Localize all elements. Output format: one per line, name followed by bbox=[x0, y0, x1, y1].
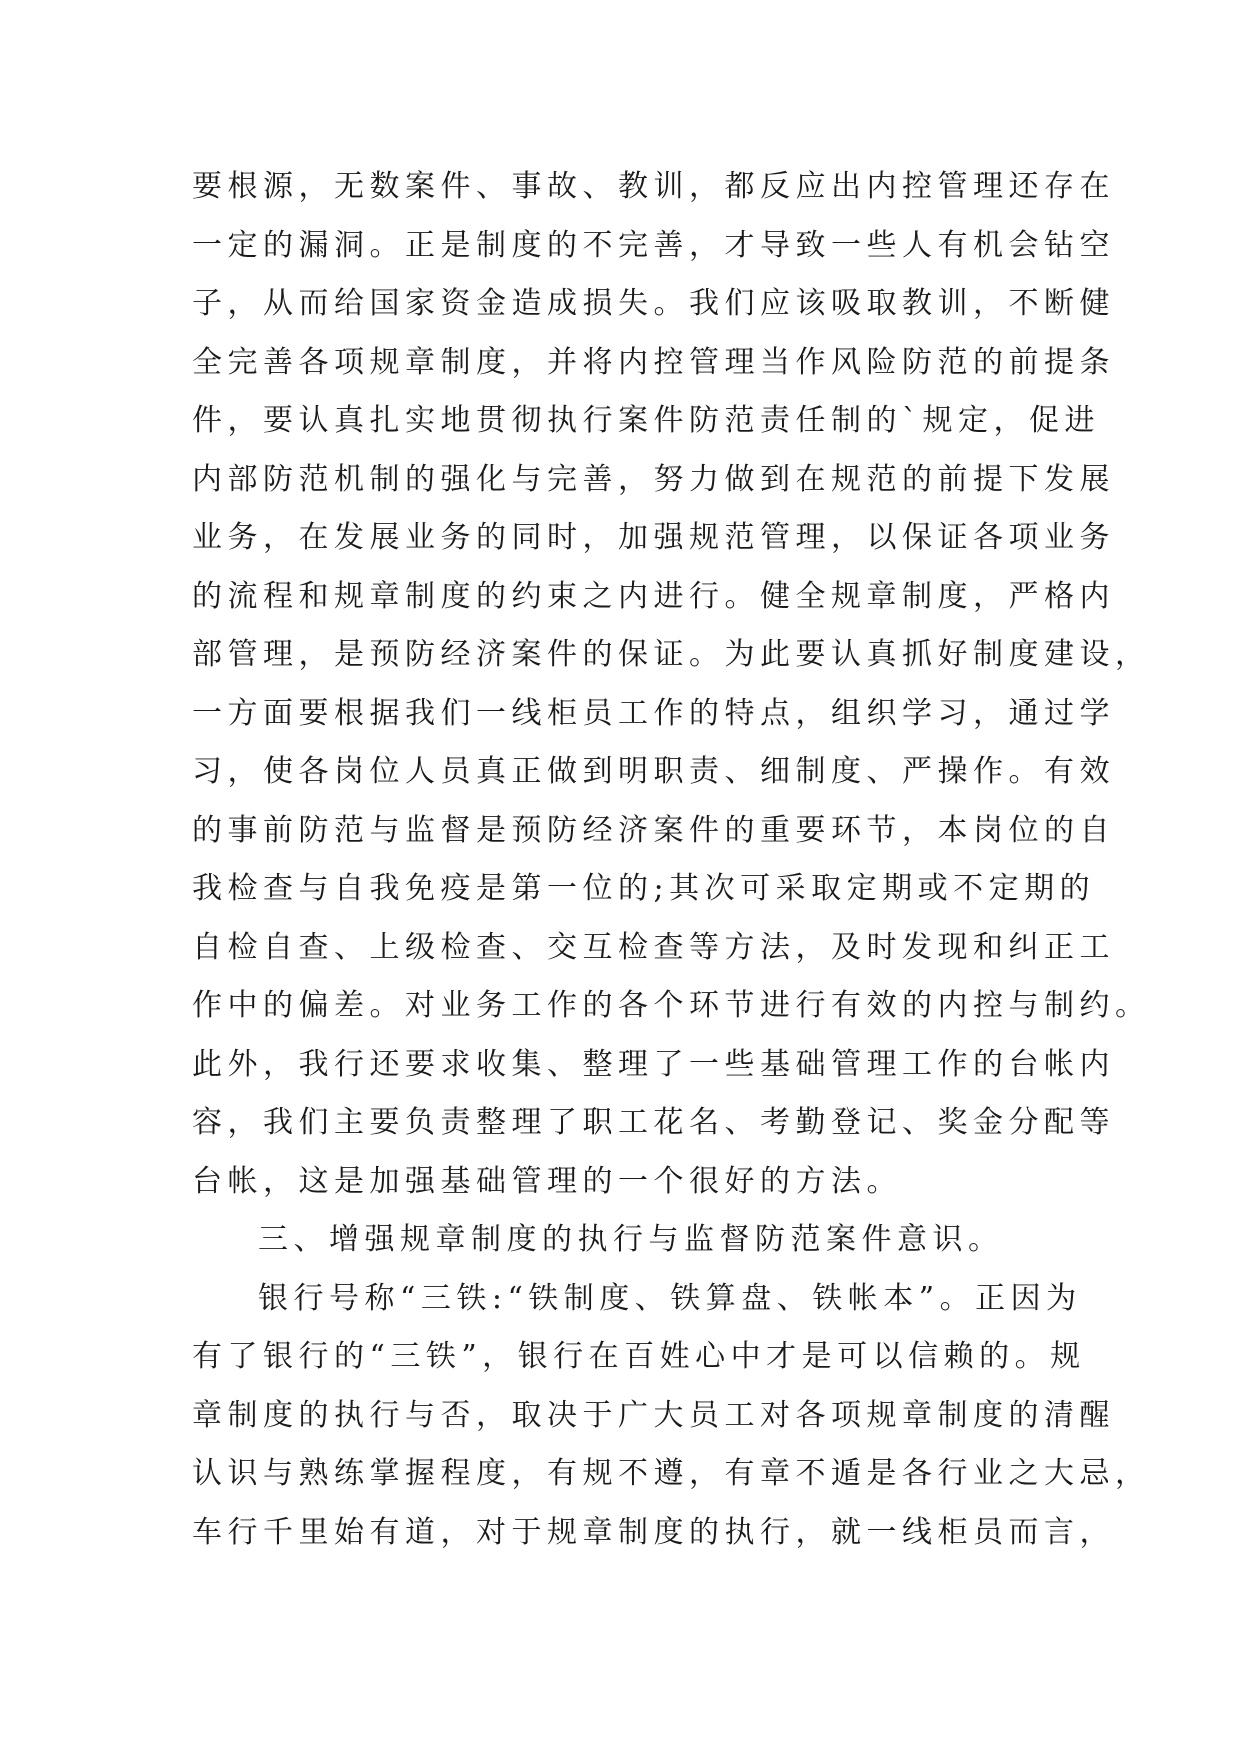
text-line: 部管理，是预防经济案件的保证。为此要认真抓好制度建设， bbox=[192, 637, 1151, 672]
text-line: 有了银行的“三铁”，银行在百姓心中才是可以信赖的。规 bbox=[192, 1339, 1086, 1374]
text-line: 内部防范机制的强化与完善，努力做到在规范的前提下发展 bbox=[192, 461, 1115, 497]
section-heading: 三、增强规章制度的执行与监督防范案件意识。 bbox=[258, 1222, 1004, 1257]
text-line: 的流程和规章制度的约束之内进行。健全规章制度，严格内 bbox=[192, 578, 1115, 614]
text-line: 台帐，这是加强基础管理的一个很好的方法。 bbox=[192, 1163, 902, 1199]
text-line: 一方面要根据我们一线柜员工作的特点，组织学习，通过学 bbox=[192, 695, 1115, 731]
text-line: 作中的偏差。对业务工作的各个环节进行有效的内控与制约。 bbox=[192, 988, 1151, 1023]
text-line: 子，从而给国家资金造成损失。我们应该吸取教训，不断健 bbox=[192, 286, 1115, 321]
text-line: 件，要认真扎实地贯彻执行案件防范责任制的`规定，促进 bbox=[192, 403, 1100, 438]
text-line: 章制度的执行与否，取决于广大员工对各项规章制度的清醒 bbox=[192, 1397, 1115, 1433]
paragraph-first-line: 银行号称“三铁:“铁制度、铁算盘、铁帐本”。正因为 bbox=[258, 1280, 1082, 1316]
text-line: 车行千里始有道，对于规章制度的执行，就一线柜员而言， bbox=[192, 1514, 1115, 1550]
text-line: 全完善各项规章制度，并将内控管理当作风险防范的前提条 bbox=[192, 344, 1115, 380]
text-line: 我检查与自我免疫是第一位的;其次可采取定期或不定期的 bbox=[192, 871, 1096, 906]
text-line: 自检自查、上级检查、交互检查等方法，及时发现和纠正工 bbox=[192, 929, 1115, 965]
text-line: 习，使各岗位人员真正做到明职责、细制度、严操作。有效 bbox=[192, 754, 1115, 789]
body-text bbox=[192, 158, 1151, 1562]
text-line: 业务，在发展业务的同时，加强规范管理，以保证各项业务 bbox=[192, 520, 1115, 555]
text-line: 认识与熟练掌握程度，有规不遵，有章不遁是各行业之大忌， bbox=[192, 1456, 1151, 1491]
text-line: 要根源，无数案件、事故、教训，都反应出内控管理还存在 bbox=[192, 169, 1115, 204]
text-line: 的事前防范与监督是预防经济案件的重要环节，本岗位的自 bbox=[192, 812, 1115, 848]
text-line: 一定的漏洞。正是制度的不完善，才导致一些人有机会钻空 bbox=[192, 227, 1115, 263]
text-line: 容，我们主要负责整理了职工花名、考勤登记、奖金分配等 bbox=[192, 1105, 1115, 1140]
text-line: 此外，我行还要求收集、整理了一些基础管理工作的台帐内 bbox=[192, 1046, 1115, 1082]
